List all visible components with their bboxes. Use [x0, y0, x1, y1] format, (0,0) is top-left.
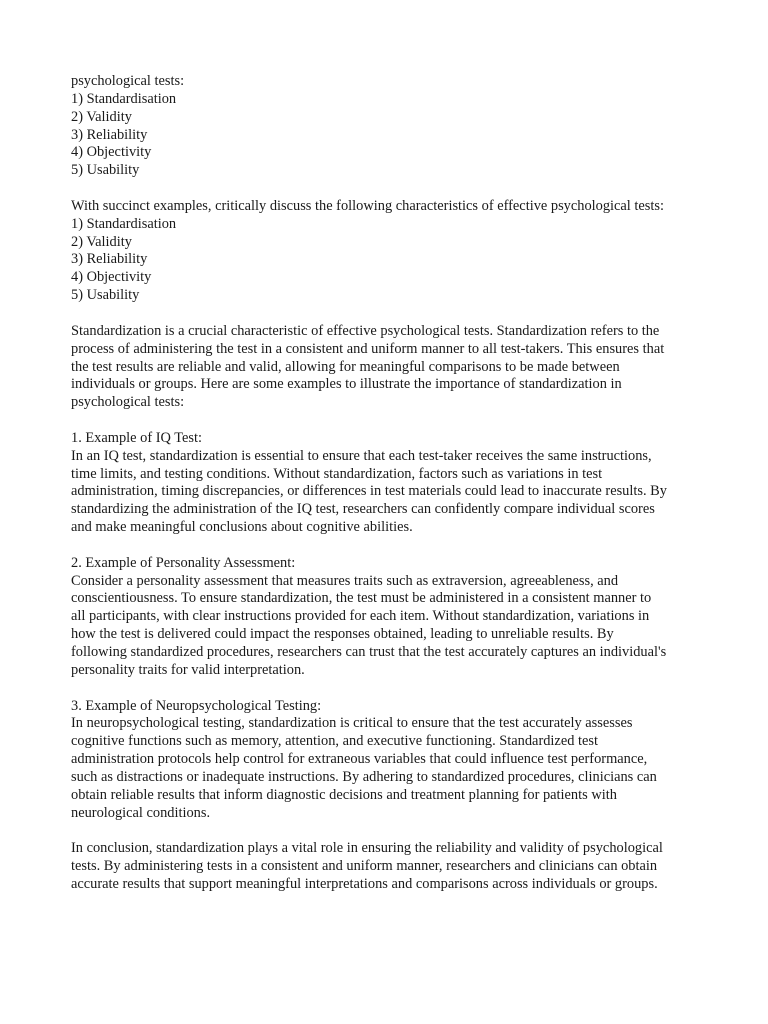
example-line: time limits, and testing conditions. Without standardization, factors such as variations in test	[71, 465, 603, 482]
example-line: such as distractions or inadequate instructions. By adhering to standardized procedures, clinicians can	[71, 768, 657, 785]
example-line: obtain reliable results that inform diagnostic decisions and treatment planning for patients with	[71, 786, 617, 803]
document-page	[71, 73, 711, 894]
example-line: In neuropsychological testing, standardization is critical to ensure that the test accurately assesses	[71, 715, 633, 732]
intro-paragraph-line: psychological tests:	[71, 394, 185, 411]
example-line: Consider a personality assessment that measures traits such as extraversion, agreeableness, and	[71, 572, 619, 589]
intro-list-item: 2) Validity	[71, 108, 132, 125]
conclusion-line: accurate results that support meaningful interpretations and comparisons across individuals or groups.	[71, 875, 658, 892]
question-list-item: 4) Objectivity	[71, 269, 152, 286]
question-text: With succinct examples, critically discuss the following characteristics of effective psychological tests:	[71, 197, 664, 214]
conclusion-line: tests. By administering tests in a consistent and uniform manner, researchers and clinicians can obtain	[71, 858, 658, 875]
intro-list-item: 3) Reliability	[71, 126, 148, 143]
example-heading: 1. Example of IQ Test:	[71, 429, 203, 446]
intro-list-item: 5) Usability	[71, 162, 140, 179]
example-line: conscientiousness. To ensure standardization, the test must be administered in a consistent manner to	[71, 590, 652, 607]
spacer	[71, 822, 711, 840]
example-line: how the test is delivered could impact the responses obtained, leading to unreliable results. By	[71, 626, 614, 643]
example-line: cognitive functions such as memory, attention, and executive functioning. Standardized test	[71, 733, 598, 750]
spacer	[71, 680, 711, 698]
example-line: and make meaningful conclusions about cognitive abilities.	[71, 519, 413, 536]
example-line: administration, timing discrepancies, or differences in test materials could lead to inaccurate results. By	[71, 483, 667, 500]
question-list-item: 3) Reliability	[71, 251, 148, 268]
example-line: neurological conditions.	[71, 804, 211, 821]
intro-paragraph-line: individuals or groups. Here are some examples to illustrate the importance of standardization in	[71, 376, 622, 393]
spacer	[71, 537, 711, 555]
intro-paragraph-line: process of administering the test in a consistent and uniform manner to all test-takers. This ensures that	[71, 340, 665, 357]
question-list-item: 5) Usability	[71, 287, 140, 304]
example-line: administration protocols help control for extraneous variables that could influence test performance,	[71, 751, 648, 768]
intro-list-item: 1) Standardisation	[71, 90, 177, 107]
conclusion-line: In conclusion, standardization plays a vital role in ensuring the reliability and validity of psychological	[71, 840, 663, 857]
spacer	[71, 180, 711, 198]
intro-paragraph-line: Standardization is a crucial characteristic of effective psychological tests. Standardization refers to the	[71, 322, 660, 339]
example-line: all participants, with clear instructions provided for each item. Without standardization, variations in	[71, 608, 650, 625]
intro-heading: psychological tests:	[71, 73, 185, 89]
example-heading: 3. Example of Neuropsychological Testing:	[71, 697, 322, 714]
spacer	[71, 412, 711, 430]
question-list-item: 2) Validity	[71, 233, 132, 250]
example-line: standardizing the administration of the IQ test, researchers can confidently compare individual scores	[71, 501, 655, 518]
example-line: In an IQ test, standardization is essential to ensure that each test-taker receives the same instructions,	[71, 447, 652, 464]
example-heading: 2. Example of Personality Assessment:	[71, 554, 296, 571]
intro-paragraph-line: the test results are reliable and valid, allowing for meaningful comparisons to be made between	[71, 358, 620, 375]
question-list-item: 1) Standardisation	[71, 215, 177, 232]
spacer	[71, 305, 711, 323]
example-line: personality traits for valid interpretation.	[71, 661, 305, 678]
intro-list-item: 4) Objectivity	[71, 144, 152, 161]
example-line: following standardized procedures, researchers can trust that the test accurately captures an individual's	[71, 644, 667, 660]
